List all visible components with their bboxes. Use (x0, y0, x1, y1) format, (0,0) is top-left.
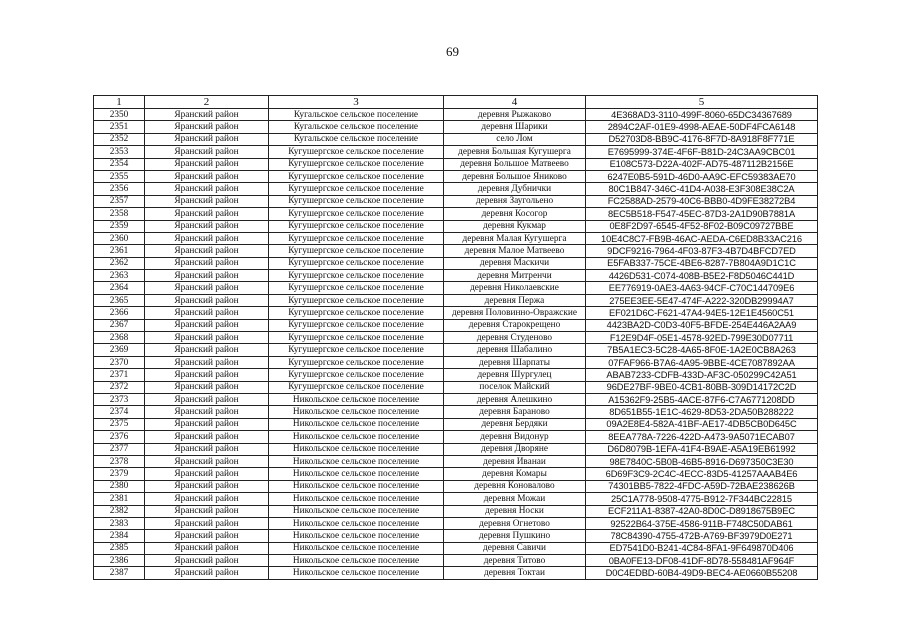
row-number-cell: 2370 (94, 356, 145, 368)
guid-code-cell: EF021D6C-F621-47A4-94E5-12E1E4560C51 (586, 307, 818, 319)
row-number-cell: 2350 (94, 109, 145, 121)
guid-code-cell: E108C573-D22A-402F-AD75-487112B2156E (586, 158, 818, 170)
table-row (94, 369, 818, 381)
table-row (94, 170, 818, 182)
table-row (94, 455, 818, 467)
district-cell: Яранский район (145, 455, 269, 467)
district-cell: Яранский район (145, 381, 269, 393)
locality-cell: деревня Видонур (444, 431, 586, 443)
row-number-cell: 2374 (94, 406, 145, 418)
guid-code-cell: A15362F9-25B5-4ACE-87F6-C7A6771208DD (586, 393, 818, 405)
settlement-cell: Кугушергское сельское поселение (269, 282, 444, 294)
settlement-cell: Никольское сельское поселение (269, 443, 444, 455)
settlement-cell: Кугушергское сельское поселение (269, 195, 444, 207)
settlement-cell: Никольское сельское поселение (269, 505, 444, 517)
table-row (94, 505, 818, 517)
guid-code-cell: 6247E0B5-591D-46D0-AA9C-EFC59383AE70 (586, 170, 818, 182)
locality-cell: деревня Кукмар (444, 220, 586, 232)
table-row (94, 158, 818, 170)
table-row (94, 381, 818, 393)
table-row (94, 319, 818, 331)
settlement-cell: Кугушергское сельское поселение (269, 158, 444, 170)
column-header: 1 (94, 96, 145, 109)
guid-code-cell: 8EEA778A-7226-422D-A473-9A5071ECAB07 (586, 431, 818, 443)
guid-code-cell: 98E7840C-5B0B-46B5-8916-D697350C3E30 (586, 455, 818, 467)
row-number-cell: 2376 (94, 431, 145, 443)
table-row (94, 418, 818, 430)
row-number-cell: 2371 (94, 369, 145, 381)
locality-cell: деревня Большая Кугушерга (444, 146, 586, 158)
table-row (94, 567, 818, 579)
district-cell: Яранский район (145, 505, 269, 517)
settlement-cell: Никольское сельское поселение (269, 480, 444, 492)
district-cell: Яранский район (145, 232, 269, 244)
table-row (94, 133, 818, 145)
table-row (94, 356, 818, 368)
district-cell: Яранский район (145, 133, 269, 145)
settlement-cell: Никольское сельское поселение (269, 493, 444, 505)
settlement-cell: Кугушергское сельское поселение (269, 270, 444, 282)
row-number-cell: 2351 (94, 121, 145, 133)
guid-code-cell: 78C84390-4755-472B-A769-BF3979D0E271 (586, 530, 818, 542)
locality-cell: деревня Савичи (444, 542, 586, 554)
row-number-cell: 2386 (94, 555, 145, 567)
table-row (94, 530, 818, 542)
table-row (94, 146, 818, 158)
guid-code-cell: D6D8079B-1EFA-41F4-B9AE-A5A19EB61992 (586, 443, 818, 455)
locality-cell: деревня Комары (444, 468, 586, 480)
settlement-cell: Кугушергское сельское поселение (269, 356, 444, 368)
settlement-cell: Никольское сельское поселение (269, 567, 444, 579)
guid-code-cell: 275EE3EE-5E47-474F-A222-320DB29994A7 (586, 294, 818, 306)
locality-cell: деревня Шургулец (444, 369, 586, 381)
guid-code-cell: ED7541D0-B241-4C84-8FA1-9F649870D406 (586, 542, 818, 554)
district-cell: Яранский район (145, 356, 269, 368)
settlement-cell: Никольское сельское поселение (269, 393, 444, 405)
row-number-cell: 2369 (94, 344, 145, 356)
settlement-cell: Кугальское сельское поселение (269, 121, 444, 133)
settlement-cell: Кугушергское сельское поселение (269, 170, 444, 182)
table-row (94, 245, 818, 257)
locality-cell: деревня Дубнички (444, 183, 586, 195)
settlement-cell: Кугушергское сельское поселение (269, 381, 444, 393)
row-number-cell: 2365 (94, 294, 145, 306)
table-row (94, 195, 818, 207)
locality-cell: деревня Студеново (444, 332, 586, 344)
table-row (94, 282, 818, 294)
locality-cell: деревня Алешкино (444, 393, 586, 405)
table-row (94, 344, 818, 356)
settlement-cell: Никольское сельское поселение (269, 455, 444, 467)
row-number-cell: 2377 (94, 443, 145, 455)
row-number-cell: 2378 (94, 455, 145, 467)
table-header-row (94, 96, 818, 109)
row-number-cell: 2379 (94, 468, 145, 480)
table-row (94, 393, 818, 405)
row-number-cell: 2384 (94, 530, 145, 542)
settlement-cell: Никольское сельское поселение (269, 530, 444, 542)
table-row (94, 443, 818, 455)
guid-code-cell: ABAB7233-CDFB-433D-AF3C-050299C42A51 (586, 369, 818, 381)
district-cell: Яранский район (145, 517, 269, 529)
guid-code-cell: 80C1B847-346C-41D4-A038-E3F308E38C2A (586, 183, 818, 195)
settlement-cell: Никольское сельское поселение (269, 418, 444, 430)
locality-cell: деревня Иванаи (444, 455, 586, 467)
settlement-cell: Никольское сельское поселение (269, 555, 444, 567)
locality-cell: деревня Титово (444, 555, 586, 567)
table-row (94, 270, 818, 282)
table-row (94, 332, 818, 344)
guid-code-cell: 7B5A1EC3-5C28-4A65-8F0E-1A2E0CB8A263 (586, 344, 818, 356)
settlement-cell: Кугальское сельское поселение (269, 133, 444, 145)
locality-cell: деревня Бараново (444, 406, 586, 418)
settlement-cell: Кугушергское сельское поселение (269, 232, 444, 244)
locality-cell: деревня Шарики (444, 121, 586, 133)
settlement-registry-table (93, 95, 818, 580)
locality-cell: деревня Бердяки (444, 418, 586, 430)
district-cell: Яранский район (145, 393, 269, 405)
column-header: 5 (586, 96, 818, 109)
settlement-cell: Никольское сельское поселение (269, 517, 444, 529)
guid-code-cell: 9DCF9216-7964-4F03-87F3-4B7D4BFCD7ED (586, 245, 818, 257)
district-cell: Яранский район (145, 567, 269, 579)
settlement-cell: Кугушергское сельское поселение (269, 332, 444, 344)
table-row (94, 555, 818, 567)
guid-code-cell: 74301BB5-7822-4FDC-A59D-72BAE238626B (586, 480, 818, 492)
row-number-cell: 2357 (94, 195, 145, 207)
row-number-cell: 2366 (94, 307, 145, 319)
district-cell: Яранский район (145, 158, 269, 170)
district-cell: Яранский район (145, 109, 269, 121)
settlement-cell: Кугушергское сельское поселение (269, 208, 444, 220)
table-row (94, 220, 818, 232)
district-cell: Яранский район (145, 418, 269, 430)
district-cell: Яранский район (145, 282, 269, 294)
column-header: 2 (145, 96, 269, 109)
guid-code-cell: 2894C2AF-01E9-4998-AEAE-50DF4FCA6148 (586, 121, 818, 133)
locality-cell: деревня Митренчи (444, 270, 586, 282)
row-number-cell: 2372 (94, 381, 145, 393)
guid-code-cell: EE776919-0AE3-4A63-94CF-C70C144709E6 (586, 282, 818, 294)
district-cell: Яранский район (145, 468, 269, 480)
row-number-cell: 2373 (94, 393, 145, 405)
table-row (94, 542, 818, 554)
guid-code-cell: 09A2E8E4-582A-41BF-AE17-4DB5CB0D645C (586, 418, 818, 430)
row-number-cell: 2354 (94, 158, 145, 170)
settlement-cell: Кугушергское сельское поселение (269, 344, 444, 356)
district-cell: Яранский район (145, 146, 269, 158)
district-cell: Яранский район (145, 443, 269, 455)
locality-cell: деревня Пержа (444, 294, 586, 306)
table-row (94, 121, 818, 133)
district-cell: Яранский район (145, 555, 269, 567)
district-cell: Яранский район (145, 257, 269, 269)
table-row (94, 517, 818, 529)
column-header: 3 (269, 96, 444, 109)
locality-cell: деревня Косогор (444, 208, 586, 220)
row-number-cell: 2362 (94, 257, 145, 269)
column-header: 4 (444, 96, 586, 109)
settlement-cell: Кугушергское сельское поселение (269, 245, 444, 257)
locality-cell: деревня Николаевские (444, 282, 586, 294)
row-number-cell: 2355 (94, 170, 145, 182)
settlement-cell: Кугушергское сельское поселение (269, 307, 444, 319)
row-number-cell: 2383 (94, 517, 145, 529)
settlement-cell: Кугушергское сельское поселение (269, 319, 444, 331)
guid-code-cell: 96DE27BF-9BE0-4CB1-80BB-309D14172C2D (586, 381, 818, 393)
locality-cell: деревня Малая Кугушерга (444, 232, 586, 244)
row-number-cell: 2375 (94, 418, 145, 430)
guid-code-cell: 92522B64-375E-4586-911B-F748C50DAB61 (586, 517, 818, 529)
guid-code-cell: 4E368AD3-3110-499F-8060-65DC34367689 (586, 109, 818, 121)
settlement-cell: Никольское сельское поселение (269, 431, 444, 443)
settlement-cell: Кугушергское сельское поселение (269, 369, 444, 381)
settlement-cell: Никольское сельское поселение (269, 542, 444, 554)
locality-cell: деревня Пушкино (444, 530, 586, 542)
guid-code-cell: 8EC5B518-F547-45EC-87D3-2A1D90B7881A (586, 208, 818, 220)
row-number-cell: 2353 (94, 146, 145, 158)
guid-code-cell: D0C4EDBD-60B4-49D9-BEC4-AE0660B55208 (586, 567, 818, 579)
guid-code-cell: 10E4C8C7-FB9B-46AC-AEDA-C6ED8B33AC216 (586, 232, 818, 244)
row-number-cell: 2367 (94, 319, 145, 331)
district-cell: Яранский район (145, 530, 269, 542)
guid-code-cell: 25C1A778-9508-4775-B912-7F344BC22815 (586, 493, 818, 505)
row-number-cell: 2381 (94, 493, 145, 505)
row-number-cell: 2358 (94, 208, 145, 220)
table-row (94, 257, 818, 269)
locality-cell: село Лом (444, 133, 586, 145)
table-row (94, 232, 818, 244)
locality-cell: деревня Огнетово (444, 517, 586, 529)
table-row (94, 294, 818, 306)
district-cell: Яранский район (145, 245, 269, 257)
row-number-cell: 2359 (94, 220, 145, 232)
settlement-cell: Кугушергское сельское поселение (269, 183, 444, 195)
locality-cell: деревня Рыжаково (444, 109, 586, 121)
district-cell: Яранский район (145, 431, 269, 443)
table-row (94, 431, 818, 443)
table-row (94, 468, 818, 480)
locality-cell: деревня Старокрещено (444, 319, 586, 331)
district-cell: Яранский район (145, 170, 269, 182)
district-cell: Яранский район (145, 542, 269, 554)
district-cell: Яранский район (145, 480, 269, 492)
settlement-cell: Кугальское сельское поселение (269, 109, 444, 121)
table-row (94, 480, 818, 492)
settlement-cell: Никольское сельское поселение (269, 406, 444, 418)
guid-code-cell: D52703D8-BB9C-4176-8F7D-8A918F8F771E (586, 133, 818, 145)
guid-code-cell: E7695999-374E-4F6F-B81D-24C3AA9CBC01 (586, 146, 818, 158)
row-number-cell: 2352 (94, 133, 145, 145)
page-number: 69 (446, 44, 459, 59)
locality-cell: деревня Маскичи (444, 257, 586, 269)
district-cell: Яранский район (145, 294, 269, 306)
guid-code-cell: 6D69F3C9-2C4C-4ECC-83D5-41257AAAB4E6 (586, 468, 818, 480)
table-row (94, 493, 818, 505)
row-number-cell: 2380 (94, 480, 145, 492)
row-number-cell: 2382 (94, 505, 145, 517)
settlement-cell: Кугушергское сельское поселение (269, 257, 444, 269)
district-cell: Яранский район (145, 307, 269, 319)
locality-cell: поселок Майский (444, 381, 586, 393)
guid-code-cell: 0BA0FE13-DF08-41DF-8D78-558481AF964F (586, 555, 818, 567)
table-row (94, 406, 818, 418)
table-row (94, 183, 818, 195)
district-cell: Яранский район (145, 195, 269, 207)
guid-code-cell: 8D651B55-1E1C-4629-8D53-2DA50B288222 (586, 406, 818, 418)
district-cell: Яранский район (145, 332, 269, 344)
locality-cell: деревня Большое Матвеево (444, 158, 586, 170)
district-cell: Яранский район (145, 319, 269, 331)
district-cell: Яранский район (145, 208, 269, 220)
district-cell: Яранский район (145, 270, 269, 282)
district-cell: Яранский район (145, 369, 269, 381)
table-body (94, 109, 818, 580)
locality-cell: деревня Дворяне (444, 443, 586, 455)
locality-cell: деревня Можаи (444, 493, 586, 505)
settlement-cell: Никольское сельское поселение (269, 468, 444, 480)
guid-code-cell: 4426D531-C074-408B-B5E2-F8D5046C441D (586, 270, 818, 282)
settlement-cell: Кугушергское сельское поселение (269, 294, 444, 306)
locality-cell: деревня Шабалино (444, 344, 586, 356)
district-cell: Яранский район (145, 344, 269, 356)
settlement-cell: Кугушергское сельское поселение (269, 220, 444, 232)
guid-code-cell: E5FAB337-75CE-4BE6-8287-7B804A9D1C1C (586, 257, 818, 269)
table-row (94, 307, 818, 319)
row-number-cell: 2364 (94, 282, 145, 294)
row-number-cell: 2368 (94, 332, 145, 344)
locality-cell: деревня Шарпаты (444, 356, 586, 368)
table-row (94, 208, 818, 220)
district-cell: Яранский район (145, 220, 269, 232)
guid-code-cell: F12E9D4F-05E1-4578-92ED-799E30D07711 (586, 332, 818, 344)
guid-code-cell: ECF211A1-8387-42A0-8D0C-D8918675B9EC (586, 505, 818, 517)
row-number-cell: 2363 (94, 270, 145, 282)
guid-code-cell: FC2588AD-2579-40C6-BBB0-4D9FE38272B4 (586, 195, 818, 207)
district-cell: Яранский район (145, 183, 269, 195)
district-cell: Яранский район (145, 493, 269, 505)
locality-cell: деревня Коноваловo (444, 480, 586, 492)
locality-cell: деревня Токтаи (444, 567, 586, 579)
guid-code-cell: 0E8F2D97-6545-4F52-8F02-B09C09727BBE (586, 220, 818, 232)
row-number-cell: 2387 (94, 567, 145, 579)
settlement-cell: Кугушергское сельское поселение (269, 146, 444, 158)
table-row (94, 109, 818, 121)
locality-cell: деревня Носки (444, 505, 586, 517)
locality-cell: деревня Половинно-Овражские (444, 307, 586, 319)
locality-cell: деревня Большое Яниково (444, 170, 586, 182)
locality-cell: деревня Заугольено (444, 195, 586, 207)
guid-code-cell: 07FAF966-B7A6-4A95-9BBE-4CE7087892AA (586, 356, 818, 368)
row-number-cell: 2356 (94, 183, 145, 195)
row-number-cell: 2385 (94, 542, 145, 554)
row-number-cell: 2361 (94, 245, 145, 257)
district-cell: Яранский район (145, 406, 269, 418)
guid-code-cell: 4423BA2D-C0D3-40F5-BFDE-254E446A2AA9 (586, 319, 818, 331)
locality-cell: деревня Малое Матвеево (444, 245, 586, 257)
row-number-cell: 2360 (94, 232, 145, 244)
district-cell: Яранский район (145, 121, 269, 133)
